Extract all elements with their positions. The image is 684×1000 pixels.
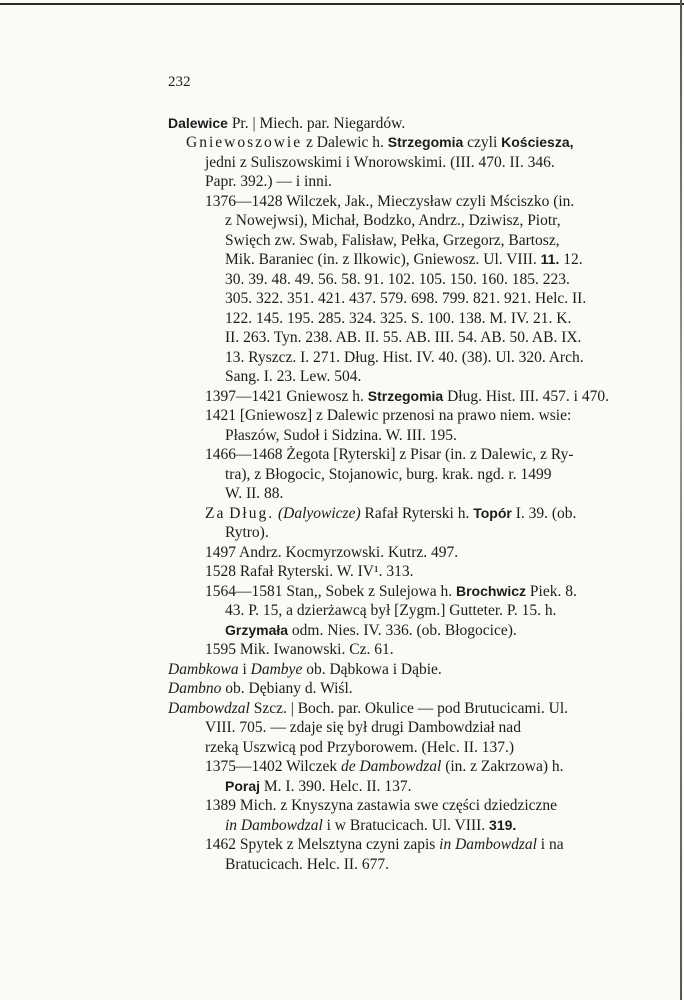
text-segment: Sang. I. 23. Lew. 504. [225,368,362,385]
text-line [168,699,568,719]
text-segment: Dług. [229,505,275,522]
page-number: 232 [168,74,191,90]
text-segment: 1564—1581 Stan,, Sobek z Sulejowa h. [205,583,456,600]
text-line [225,777,412,797]
text-segment: Za [205,505,226,522]
text-segment: 12. [559,251,583,268]
text-segment: Mik. Baraniec (in. z Ilkowic), Gniewosz. Ul. VIII. [225,251,541,268]
text-line [205,835,564,855]
text-segment: ob. Dąbkowa i Dąbie. [302,661,442,678]
text-segment: 1375—1402 Wilczek [205,758,341,775]
text-segment: Pr. | Miech. par. Niegardów. [227,115,406,132]
text-segment: 30. 39. 48. 49. 56. 58. 91. 102. 105. 150. 160. 185. 223. [225,271,570,288]
text-segment: Poraj [225,778,261,794]
text-segment: rzeką Uszwicą pod Przyborowem. (Helc. II. 137.) [205,739,515,756]
text-line [225,426,457,446]
text-line [205,796,557,816]
text-segment: II. 263. Tyn. 238. AB. II. 55. AB. III. 54. AB. 50. AB. IX. [225,329,582,346]
text-segment: in Dambowdzal [439,836,537,853]
text-line [225,328,581,348]
text-segment: 1389 Mich. z Knyszyna zastawia swe części dziedziczne [205,797,558,814]
text-segment: M. I. 390. Helc. II. 137. [260,778,412,795]
text-segment: 11. [540,251,560,267]
text-segment: jedni z Suliszowskimi i Wnorowskimi. (III. 470. II. 346. [205,154,555,171]
text-segment: Dambowdzal [168,700,250,717]
text-segment: odm. Nies. IV. 336. (ob. Błogocice). [288,622,517,639]
text-segment: Dambye [250,661,303,678]
text-segment: ob. Dębiany d. Wiśl. [221,680,353,697]
text-line [168,114,405,134]
text-line [225,484,283,504]
text-segment: i [238,661,251,678]
text-line [225,250,583,270]
text-segment: I. 39. (ob. [511,505,577,522]
text-segment: 1528 Rafał Ryterski. W. IV¹. 313. [205,563,414,580]
text-line [225,601,556,621]
text-segment: Piek. 8. [526,583,577,600]
top-rule [0,3,684,5]
text-line [205,640,394,660]
text-segment: Kościesza, [501,134,574,150]
text-line [205,738,514,758]
text-segment: in Dambowdzal [225,817,323,834]
text-segment: Brochwicz [456,583,527,599]
text-line [205,582,577,602]
text-line [225,621,517,641]
text-segment: Dambkowa [168,661,239,678]
text-segment: Rafał Ryterski h. [360,505,474,522]
text-line [205,757,564,777]
text-line [225,348,584,368]
text-line [205,192,574,212]
text-segment: Strzegomia [387,134,464,150]
text-line [205,562,414,582]
text-segment: 13. Ryszcz. I. 271. Dług. Hist. IV. 40. (38). Ul. 320. Arch. [225,349,584,366]
text-segment: Dług. Hist. III. 457. i 470. [443,388,609,405]
text-line [186,133,574,153]
text-line [205,543,458,563]
text-segment: Topór [473,505,512,521]
text-line [205,387,609,407]
text-line [205,504,576,524]
text-line [225,309,571,329]
text-line [205,406,571,426]
text-line [168,679,353,699]
text-line [225,855,389,875]
text-line [205,153,555,173]
text-segment: Gniewoszowie [186,134,303,151]
text-segment: 1397—1421 Gniewosz h. [205,388,368,405]
text-segment: tra), z Błogocic, Stojanowic, burg. krak. ngd. r. 1499 [225,466,552,483]
text-segment: (in. z Zakrzowa) h. [441,758,564,775]
text-segment: Strzegomia [367,388,444,404]
text-segment: 1376—1428 Wilczek, Jak., Mieczysław czyli Mściszko (in. [205,193,575,210]
text-segment: 305. 322. 351. 421. 437. 579. 698. 799. 821. 921. Helc. II. [225,290,587,307]
text-segment: VIII. 705. — zdaje się był drugi Dambowdział nad [205,719,521,736]
text-segment: 1421 [Gniewosz] z Dalewic przenosi na prawo niem. wsie: [205,407,572,424]
text-line [225,211,561,231]
text-segment: 1466—1468 Żegota [Ryterski] z Pisar (in. z Dalewic, z Ry- [205,446,574,463]
text-segment: (Dalyowicze) [277,505,361,522]
text-segment: z Dalewic h. [302,134,388,151]
text-line [225,816,516,836]
text-segment: 1462 Spytek z Melsztyna czyni zapis [205,836,440,853]
text-line [205,718,521,738]
text-line [225,231,560,251]
text-segment: Szcz. | Boch. par. Okulice — pod Brutucicami. Ul. [249,700,569,717]
text-segment: Grzymała [225,622,289,638]
text-segment: Papr. 392.) — i inni. [205,173,333,190]
text-line [205,445,574,465]
text-segment: czyli [463,134,502,151]
text-line [225,523,269,543]
text-segment: Płaszów, Sudoł i Sidzina. W. III. 195. [225,427,457,444]
text-segment: Rytro). [225,524,269,541]
text-segment: Bratucicach. Helc. II. 677. [225,856,389,873]
text-segment: z Nowejwsi), Michał, Bodzko, Andrz., Dziwisz, Piotr, [225,212,561,229]
text-line [225,289,586,309]
text-line [225,465,551,485]
text-line [205,172,332,192]
page-edge [680,0,682,1000]
text-segment: Swięch zw. Swab, Falisław, Pełka, Grzegorz, Bartosz, [225,232,560,249]
text-line [225,270,570,290]
text-line [225,367,361,387]
text-segment: 122. 145. 195. 285. 324. 325. S. 100. 138. M. IV. 21. K. [225,310,572,327]
text-segment: 43. P. 15, a dzierżawcą był [Zygm.] Gutteter. P. 15. h. [225,602,557,619]
text-segment: 1497 Andrz. Kocmyrzowski. Kutrz. 497. [205,544,459,561]
text-segment: i w Bratucicach. Ul. VIII. [322,817,490,834]
text-segment: Dalewice [168,115,228,131]
text-segment: Dambno [168,680,222,697]
text-segment: 319. [489,817,517,833]
text-segment: 1595 Mik. Iwanowski. Cz. 61. [205,641,394,658]
text-line [168,660,442,680]
text-segment: W. II. 88. [225,485,284,502]
text-segment: i na [536,836,564,853]
text-segment: de Dambowdzal [340,758,442,775]
